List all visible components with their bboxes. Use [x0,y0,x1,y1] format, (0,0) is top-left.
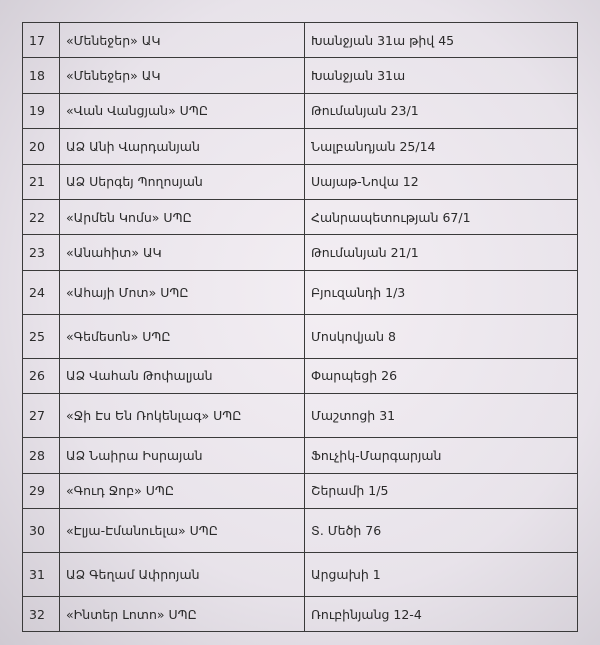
business-address: Նալբանդյան 25/14 [305,129,578,164]
table-row [23,199,578,234]
row-number: 32 [23,596,60,631]
business-address: Ֆուչիկ-Մարգարյան [305,438,578,473]
business-address-table [22,22,578,632]
business-address: Խանջյան 31ա թիվ 45 [305,23,578,58]
business-address: Հանրապետության 67/1 [305,199,578,234]
table-row [23,93,578,128]
row-number: 23 [23,235,60,270]
business-address: Բյուզանդի 1/3 [305,270,578,314]
table-row [23,58,578,93]
business-name: «Ահայի Մոտ» ՍՊԸ [60,270,305,314]
table-row [23,358,578,393]
business-name: ԱՁ Սերգեյ Պողոսյան [60,164,305,199]
row-number: 25 [23,314,60,358]
table-row [23,552,578,596]
business-address: Թումանյան 23/1 [305,93,578,128]
business-address: Խանջյան 31ա [305,58,578,93]
business-name: ԱՁ Նաիրա Իսրայան [60,438,305,473]
business-name: «Ջի Էս Են Ռոկենլագ» ՍՊԸ [60,394,305,438]
business-name: «Էլյա-Էմանուելա» ՍՊԸ [60,508,305,552]
business-name: ԱՁ Գեղամ Ափրոյան [60,552,305,596]
table-row [23,596,578,631]
business-address: Արցախի 1 [305,552,578,596]
business-name: ԱՁ Անի Վարդանյան [60,129,305,164]
table-row [23,473,578,508]
business-address: Ռուբինյանց 12-4 [305,596,578,631]
business-address: Շերամի 1/5 [305,473,578,508]
row-number: 30 [23,508,60,552]
table-row [23,438,578,473]
business-address: Մոսկովյան 8 [305,314,578,358]
business-address: Թումանյան 21/1 [305,235,578,270]
table-row [23,270,578,314]
row-number: 19 [23,93,60,128]
table-row [23,235,578,270]
business-name: «Վան Վանցյան» ՍՊԸ [60,93,305,128]
row-number: 18 [23,58,60,93]
table-row [23,508,578,552]
table-row [23,23,578,58]
table-row [23,129,578,164]
business-name: «Անահիտ» ԱԿ [60,235,305,270]
table-body [23,23,578,632]
business-name: «Գուդ Ջոբ» ՍՊԸ [60,473,305,508]
row-number: 20 [23,129,60,164]
business-address: Սայաթ-Նովա 12 [305,164,578,199]
business-name: «Ինտեր Լոտո» ՍՊԸ [60,596,305,631]
row-number: 28 [23,438,60,473]
business-address: Փարպեցի 26 [305,358,578,393]
business-name: «Մենեջեր» ԱԿ [60,58,305,93]
table-row [23,164,578,199]
row-number: 21 [23,164,60,199]
business-address: Տ. Մեծի 76 [305,508,578,552]
row-number: 17 [23,23,60,58]
business-name: «Արմեն Կոմս» ՍՊԸ [60,199,305,234]
table-row [23,314,578,358]
row-number: 27 [23,394,60,438]
table-row [23,394,578,438]
row-number: 29 [23,473,60,508]
business-name: ԱՁ Վահան Թոփալյան [60,358,305,393]
business-name: «Մենեջեր» ԱԿ [60,23,305,58]
business-address: Մաշտոցի 31 [305,394,578,438]
row-number: 31 [23,552,60,596]
row-number: 26 [23,358,60,393]
row-number: 22 [23,199,60,234]
business-name: «Գեմեսոն» ՍՊԸ [60,314,305,358]
row-number: 24 [23,270,60,314]
